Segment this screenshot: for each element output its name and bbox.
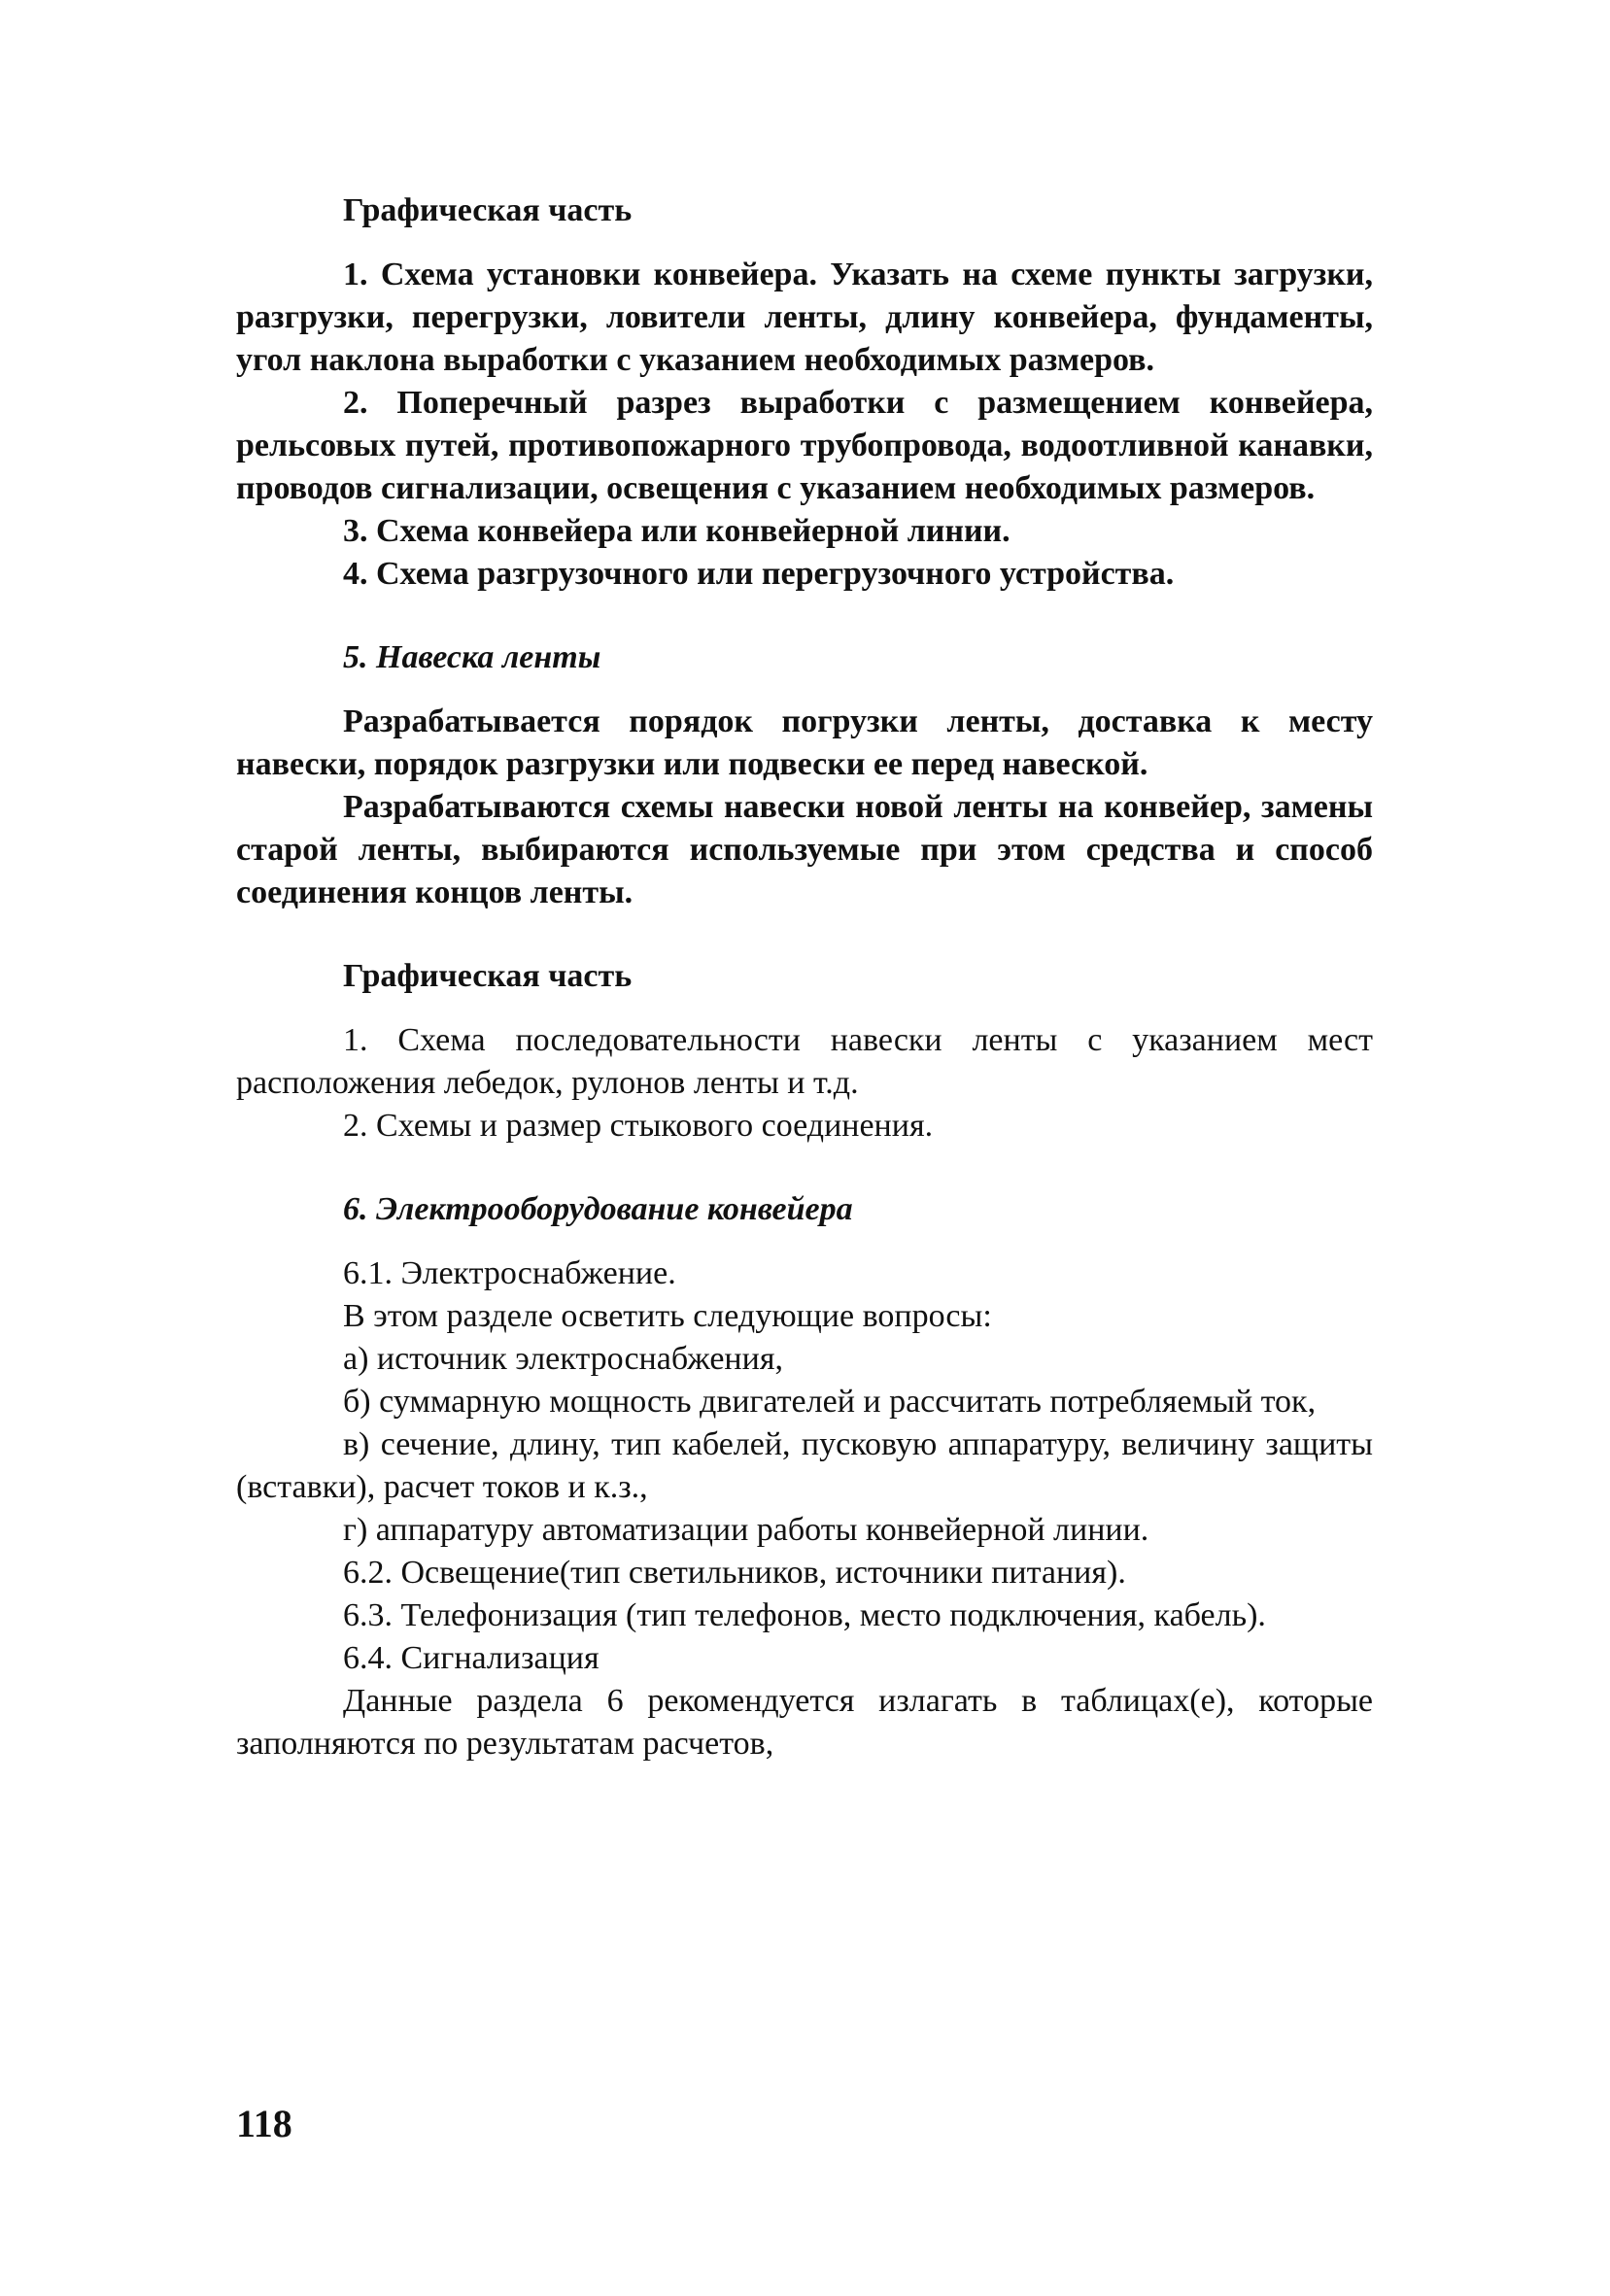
page-number: 118: [236, 2102, 292, 2145]
electrical-line-9: 6.4. Сигнализация: [343, 1640, 599, 1676]
electrical-line-6: г) аппаратуру автоматизации работы конвейерной линии.: [343, 1512, 1149, 1548]
electrical-line-1: 6.1. Электроснабжение.: [343, 1255, 676, 1291]
electrical-line-10: Данные раздела 6 рекомендуется излагать в таблицах(е), которые заполняются по результатам расчетов,: [236, 1683, 1373, 1762]
section-heading-electrical-equipment: 6. Электрооборудование конвейера: [343, 1191, 853, 1227]
electrical-line-4: б) суммарную мощность двигателей и рассчитать потребляемый ток,: [343, 1384, 1317, 1420]
graphic-2-item-2: 2. Схемы и размер стыкового соединения.: [343, 1108, 934, 1144]
electrical-line-3: а) источник электроснабжения,: [343, 1341, 783, 1377]
graphic-1-item-1: 1. Схема установки конвейера. Указать на схеме пункты загрузки, разгрузки, перегрузки, ловители ленты, длину конвейера, фундаменты, угол наклона выработки с указанием необходимых размеров.: [236, 257, 1373, 378]
electrical-line-5: в) сечение, длину, тип кабелей, пусковую аппаратуру, величину защиты (вставки), расчет токов и к.з.,: [236, 1426, 1373, 1505]
belt-mounting-paragraph-1: Разрабатывается порядок погрузки ленты, доставка к месту навески, порядок разгрузки или подвески ее перед навеской.: [236, 703, 1373, 782]
graphic-1-item-3: 3. Схема конвейера или конвейерной линии.: [343, 513, 1011, 549]
section-heading-belt-mounting: 5. Навеска ленты: [343, 639, 601, 675]
graphic-1-item-4: 4. Схема разгрузочного или перегрузочного устройства.: [343, 556, 1175, 592]
page-body: [236, 189, 1373, 1765]
section-heading-graphic-part-1: Графическая часть: [343, 192, 633, 228]
electrical-line-7: 6.2. Освещение(тип светильников, источники питания).: [343, 1555, 1126, 1591]
section-heading-graphic-part-2: Графическая часть: [343, 958, 633, 994]
electrical-line-8: 6.3. Телефонизация (тип телефонов, место подключения, кабель).: [343, 1597, 1266, 1633]
belt-mounting-paragraph-2: Разрабатываются схемы навески новой ленты на конвейер, замены старой ленты, выбираются используемые при этом средства и способ соединения концов ленты.: [236, 789, 1373, 910]
graphic-1-item-2: 2. Поперечный разрез выработки с размещением конвейера, рельсовых путей, противопожарного трубопровода, водоотливной канавки, проводов сигнализации, освещения с указанием необходимых размеров.: [236, 385, 1373, 506]
graphic-2-item-1: 1. Схема последовательности навески ленты с указанием мест расположения лебедок, рулонов ленты и т.д.: [236, 1022, 1373, 1101]
electrical-line-2: В этом разделе осветить следующие вопросы:: [343, 1298, 992, 1334]
